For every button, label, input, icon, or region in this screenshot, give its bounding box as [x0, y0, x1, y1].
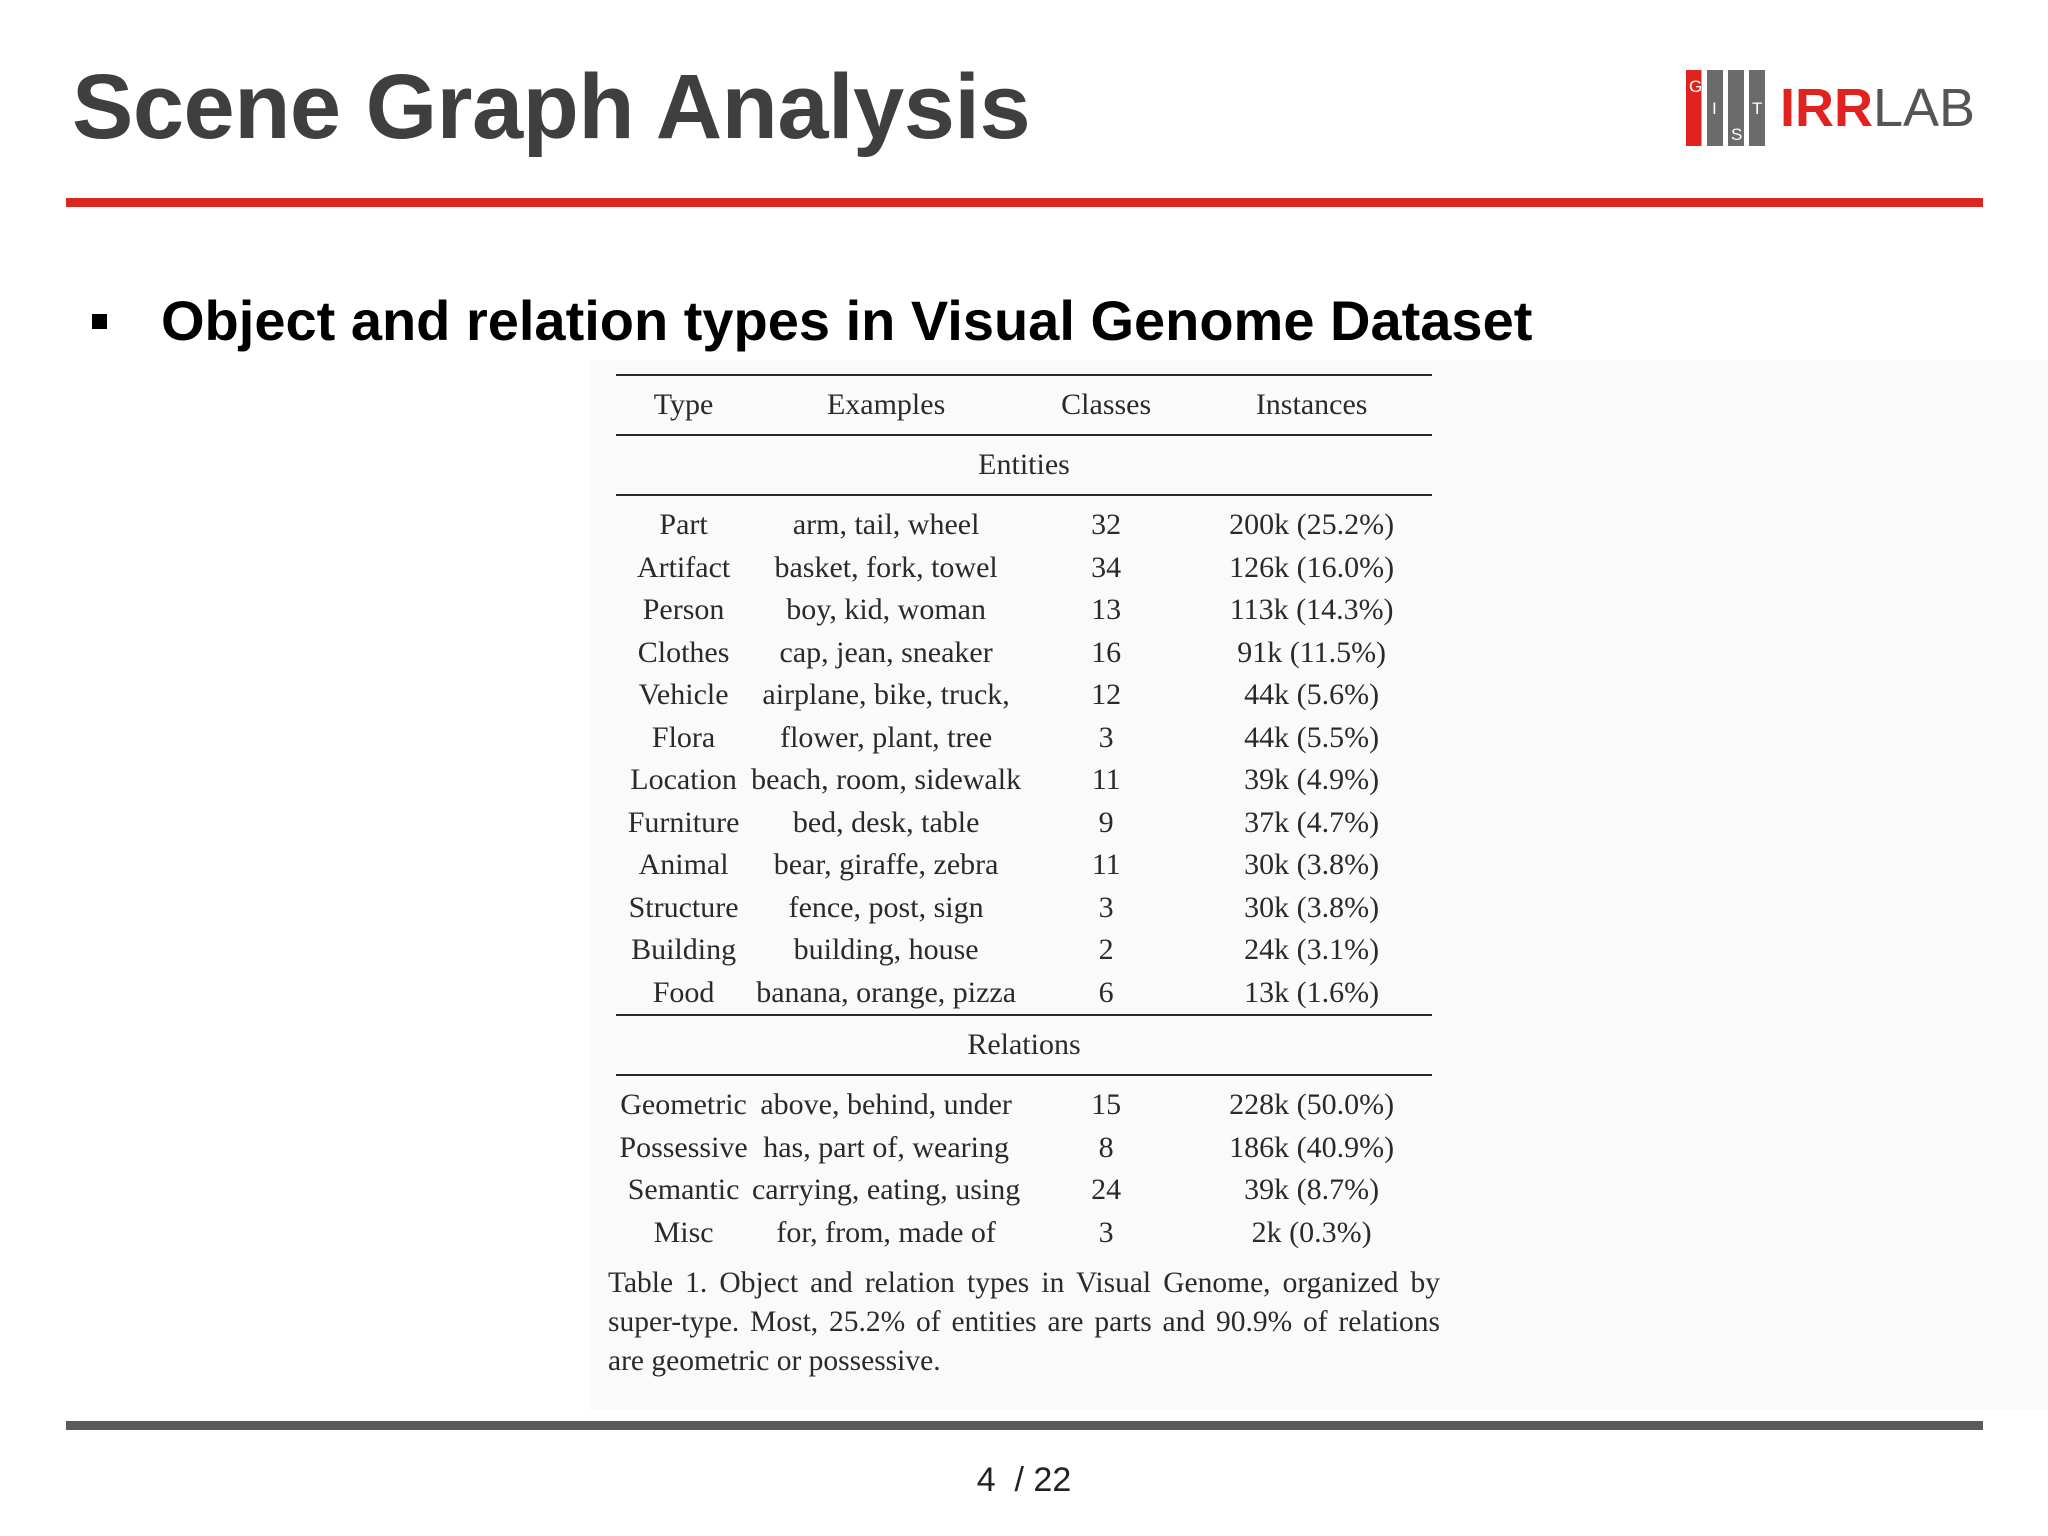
cell-instances: 186k (40.9%)	[1229, 1130, 1395, 1164]
cell-examples: bed, desk, table	[792, 805, 980, 839]
table-row	[616, 674, 1432, 717]
cell-examples: cap, jean, sneaker	[779, 635, 993, 669]
cell-classes: 3	[1098, 720, 1114, 754]
cell-instances: 24k (3.1%)	[1244, 933, 1380, 966]
cell-classes: 32	[1091, 508, 1122, 541]
cell-instances: 113k (14.3%)	[1229, 593, 1394, 626]
cell-instances: 228k (50.0%)	[1229, 1088, 1395, 1121]
table-row	[616, 717, 1432, 760]
table-caption: Table 1. Object and relation types in Visual Genome, organized by super-type. Most, 25.2% of entities are parts and 90.9% of relations are geometric or possessive.	[608, 1267, 1440, 1377]
cell-instances: 44k (5.5%)	[1244, 720, 1380, 754]
cell-type: Furniture	[627, 805, 740, 839]
table-row	[616, 589, 1432, 632]
column-header-classes: Classes	[1021, 375, 1191, 435]
title-divider	[66, 198, 1983, 207]
table-body	[616, 435, 1432, 1254]
cell-classes: 8	[1098, 1130, 1114, 1164]
cell-type: Clothes	[637, 635, 730, 669]
cell-examples: boy, kid, woman	[786, 593, 986, 626]
cell-examples: airplane, bike, truck,	[762, 678, 1010, 711]
cell-instances: 39k (8.7%)	[1244, 1173, 1380, 1206]
column-header-type: Type	[616, 375, 751, 435]
bullet-text: Object and relation types in Visual Genome Dataset	[161, 289, 1533, 352]
logo-text-irr: IRR	[1780, 78, 1873, 138]
cell-type: Misc	[653, 1215, 714, 1249]
logo-letter-s: S	[1731, 125, 1743, 144]
cell-type: Animal	[638, 848, 729, 881]
section-header-entities	[616, 435, 1432, 495]
table-row	[616, 802, 1432, 845]
object-relation-table	[616, 374, 1432, 1254]
page-number: 4 / 22	[976, 1461, 1072, 1499]
cell-instances: 39k (4.9%)	[1244, 763, 1380, 796]
table-row	[616, 844, 1432, 887]
cell-classes: 3	[1098, 890, 1114, 924]
cell-examples: basket, fork, towel	[774, 550, 998, 584]
cell-instances: 30k (3.8%)	[1244, 890, 1380, 924]
cell-instances: 2k (0.3%)	[1251, 1215, 1372, 1249]
cell-examples: building, house	[793, 933, 979, 966]
cell-classes: 6	[1098, 975, 1114, 1009]
cell-classes: 34	[1091, 550, 1122, 584]
cell-type: Part	[659, 508, 708, 541]
logo-letter-i: I	[1712, 99, 1717, 118]
logo-text-lab: LAB	[1873, 78, 1976, 138]
table-row	[616, 972, 1432, 1016]
cell-examples: has, part of, wearing	[763, 1130, 1009, 1164]
column-header-examples: Examples	[751, 375, 1021, 435]
cell-examples: above, behind, under	[760, 1088, 1012, 1121]
table-row	[616, 1127, 1432, 1170]
table-row	[616, 759, 1432, 802]
slide-title: Scene Graph Analysis	[72, 56, 1031, 158]
table-figure	[590, 360, 2048, 1410]
cell-classes: 16	[1091, 635, 1122, 669]
cell-classes: 12	[1091, 678, 1122, 711]
gist-logo-icon	[1686, 70, 1766, 146]
cell-type: Person	[642, 593, 725, 626]
table-row	[616, 929, 1432, 972]
cell-instances: 13k (1.6%)	[1244, 975, 1380, 1009]
cell-classes: 15	[1091, 1088, 1122, 1121]
cell-type: Semantic	[627, 1173, 740, 1206]
cell-type: Food	[652, 975, 715, 1009]
table-row	[616, 887, 1432, 930]
cell-classes: 3	[1098, 1215, 1114, 1249]
table-row	[616, 547, 1432, 590]
cell-type: Building	[631, 933, 737, 966]
cell-classes: 9	[1098, 805, 1114, 839]
cell-classes: 13	[1091, 593, 1122, 626]
cell-classes: 11	[1091, 763, 1121, 796]
cell-instances: 30k (3.8%)	[1244, 848, 1380, 881]
cell-type: Location	[630, 763, 737, 796]
section-label: Entities	[616, 435, 1432, 495]
cell-classes: 11	[1091, 848, 1121, 881]
table-row	[616, 1075, 1432, 1127]
column-header-instances: Instances	[1191, 375, 1432, 435]
table-row	[616, 1212, 1432, 1255]
section-label: Relations	[616, 1015, 1432, 1075]
footer-divider	[66, 1421, 1983, 1430]
cell-type: Geometric	[620, 1088, 747, 1121]
table-header-row	[616, 375, 1432, 435]
cell-instances: 37k (4.7%)	[1244, 805, 1380, 839]
cell-examples: fence, post, sign	[788, 890, 984, 924]
logo-letter-g: G	[1689, 77, 1703, 96]
cell-type: Structure	[628, 890, 739, 924]
table-row	[616, 1169, 1432, 1212]
cell-instances: 91k (11.5%)	[1237, 635, 1387, 669]
cell-type: Artifact	[636, 550, 731, 584]
cell-classes: 24	[1091, 1173, 1122, 1206]
cell-examples: flower, plant, tree	[780, 720, 993, 754]
cell-examples: banana, orange, pizza	[756, 975, 1017, 1009]
cell-instances: 200k (25.2%)	[1229, 508, 1395, 541]
cell-examples: bear, giraffe, zebra	[773, 848, 999, 881]
cell-examples: carrying, eating, using	[751, 1173, 1021, 1206]
logo-wordmark	[1780, 70, 1975, 146]
cell-type: Possessive	[619, 1130, 748, 1164]
cell-type: Flora	[651, 720, 716, 754]
cell-classes: 2	[1098, 933, 1114, 966]
bullet-item	[92, 286, 1532, 356]
bullet-square-icon	[92, 314, 107, 329]
irrlab-logo	[1686, 70, 1975, 146]
cell-examples: beach, room, sidewalk	[751, 763, 1022, 796]
section-header-relations	[616, 1015, 1432, 1075]
logo-letter-t: T	[1752, 99, 1763, 118]
cell-instances: 44k (5.6%)	[1244, 678, 1380, 711]
cell-type: Vehicle	[638, 678, 729, 711]
cell-examples: for, from, made of	[776, 1215, 996, 1249]
cell-instances: 126k (16.0%)	[1229, 550, 1395, 584]
table-row	[616, 495, 1432, 547]
cell-examples: arm, tail, wheel	[792, 508, 980, 541]
table-row	[616, 632, 1432, 675]
